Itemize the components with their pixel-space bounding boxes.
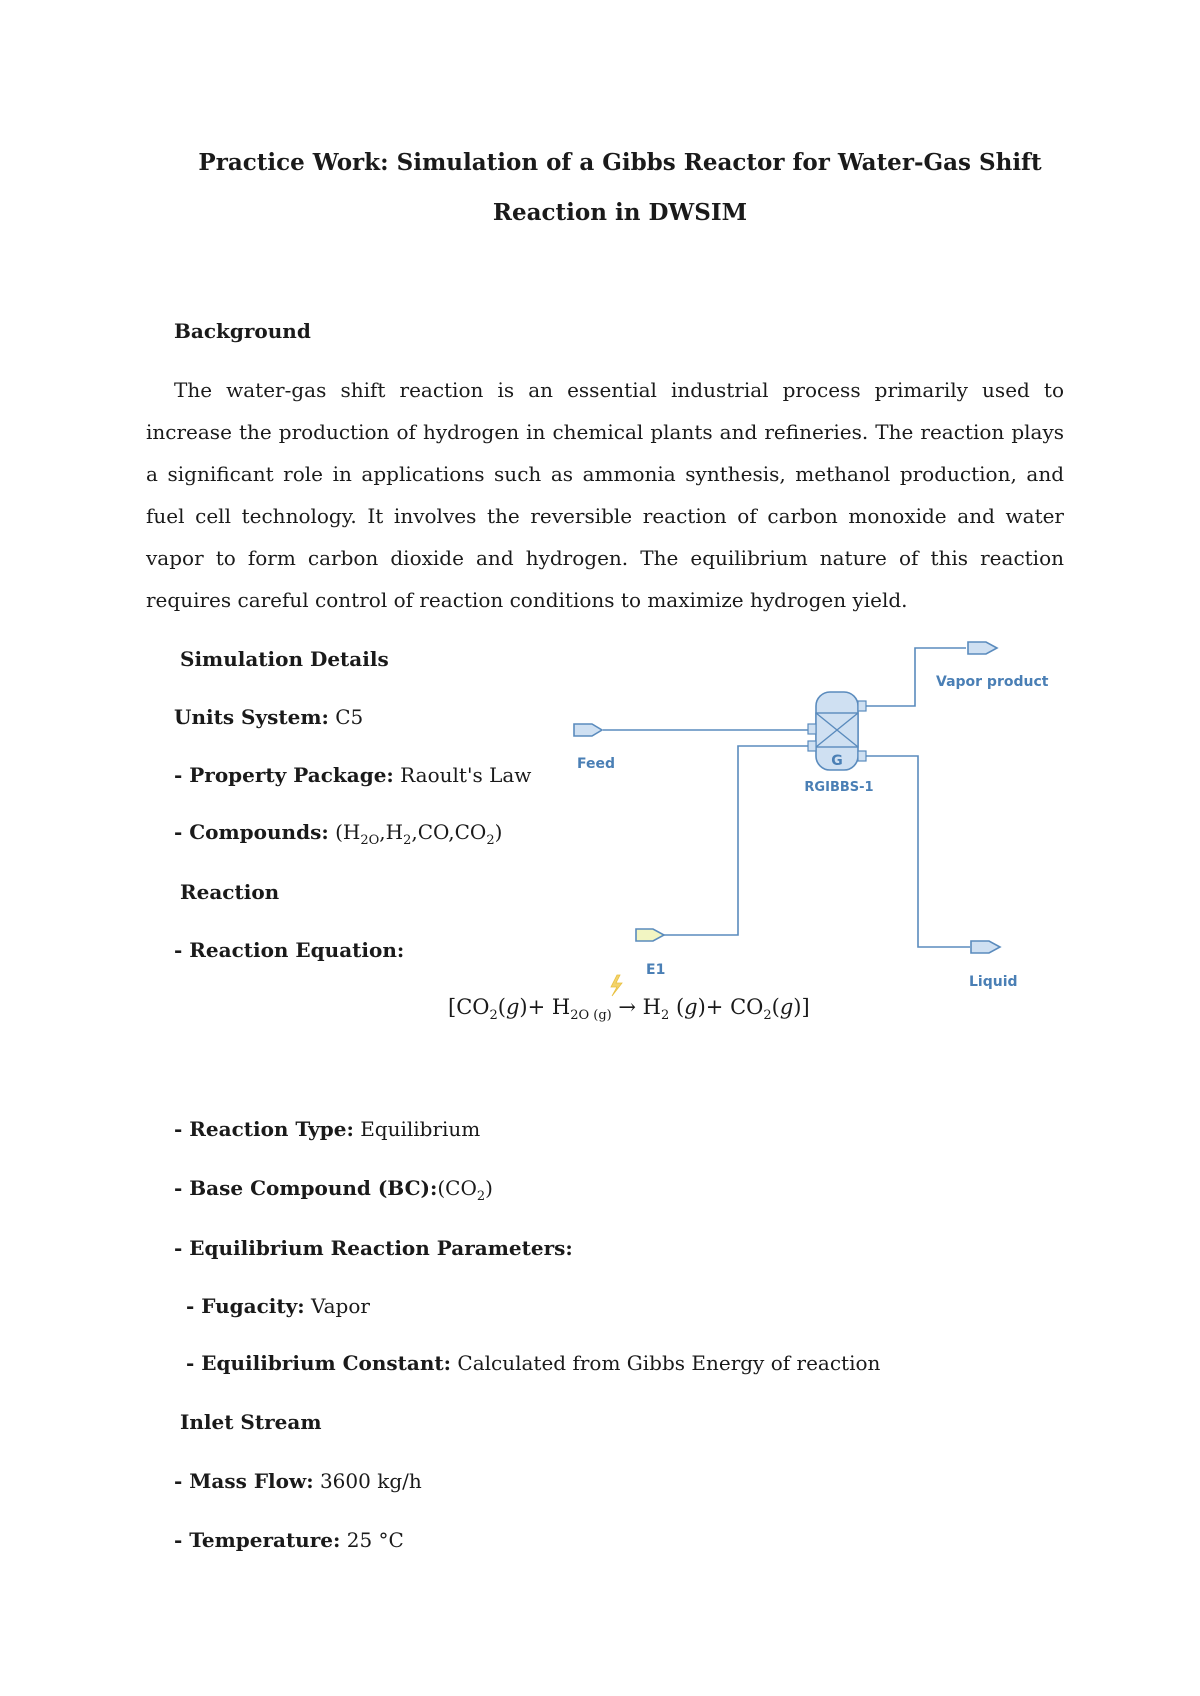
constant-value: Calculated from Gibbs Energy of reaction (457, 1351, 881, 1375)
reaction-type-label: - Reaction Type: (174, 1117, 354, 1141)
liquid-stream-line (864, 756, 970, 947)
constant-label: - Equilibrium Constant: (186, 1351, 452, 1375)
base-compound-formula: $(CO_2)$ (437, 1176, 493, 1204)
energy-arrow-icon (636, 929, 664, 941)
compounds-formula: $(H_{2O},H_2,CO,CO_2)$ (335, 820, 503, 848)
reaction-equation: [$CO_2(g)+ H_{2O (g)} \to H_2$ $(g)+ CO_2(g)$] (448, 995, 810, 1024)
temperature-label: - Temperature: (174, 1528, 341, 1552)
liquid-label: Liquid (969, 974, 1018, 990)
units-value: C5 (335, 705, 364, 729)
reaction-type-value: Equilibrium (360, 1117, 481, 1141)
vapor-arrow-icon (968, 642, 997, 654)
base-compound-label: - Base Compound (BC): (174, 1176, 438, 1200)
mass-flow-label: - Mass Flow: (174, 1469, 314, 1493)
title-line-2: Reaction in DWSIM (492, 199, 748, 226)
feed-arrow-icon (574, 724, 602, 736)
package-value: Raoult's Law (400, 763, 532, 787)
units-label: Units System: (174, 705, 329, 729)
fugacity-label: - Fugacity: (186, 1294, 305, 1318)
package-label: - Property Package: (174, 763, 394, 787)
reactor-label: RGIBBS-1 (804, 780, 874, 795)
temperature-value: 25 °C (346, 1528, 404, 1552)
feed-label: Feed (577, 756, 616, 772)
compounds-label: - Compounds: (174, 820, 329, 844)
mass-flow-value: 3600 kg/h (319, 1469, 422, 1493)
lightning-icon (611, 975, 622, 996)
reactor-letter: G (831, 753, 843, 769)
params-label: - Equilibrium Reaction Parameters: (174, 1236, 573, 1260)
title-line-1: Practice Work: Simulation of a Gibbs Reactor for Water-Gas Shift (198, 149, 1042, 176)
vapor-label: Vapor product (936, 674, 1049, 690)
reaction-heading: Reaction (180, 880, 280, 904)
background-heading: Background (174, 319, 311, 343)
fugacity-value: Vapor (310, 1294, 370, 1318)
inlet-heading: Inlet Stream (180, 1410, 322, 1434)
equation-label: - Reaction Equation: (174, 938, 405, 962)
energy-stream-line (664, 746, 808, 935)
energy-label: E1 (646, 962, 666, 978)
simulation-heading: Simulation Details (180, 647, 389, 671)
liquid-arrow-icon (971, 941, 1000, 953)
background-text: The water-gas shift reaction is an essential industrial process primarily used to increase the production of hydrogen in chemical plants and refineries. The reaction plays a significant role in applications such as ammonia synthesis, methanol production, and fuel cell technology. It involves the reversible reaction of carbon monoxide and water vapor to form carbon dioxide and hydrogen. The equilibrium nature of this reaction requires careful control of reaction conditions to maximize hydrogen yield. (146, 378, 1064, 612)
